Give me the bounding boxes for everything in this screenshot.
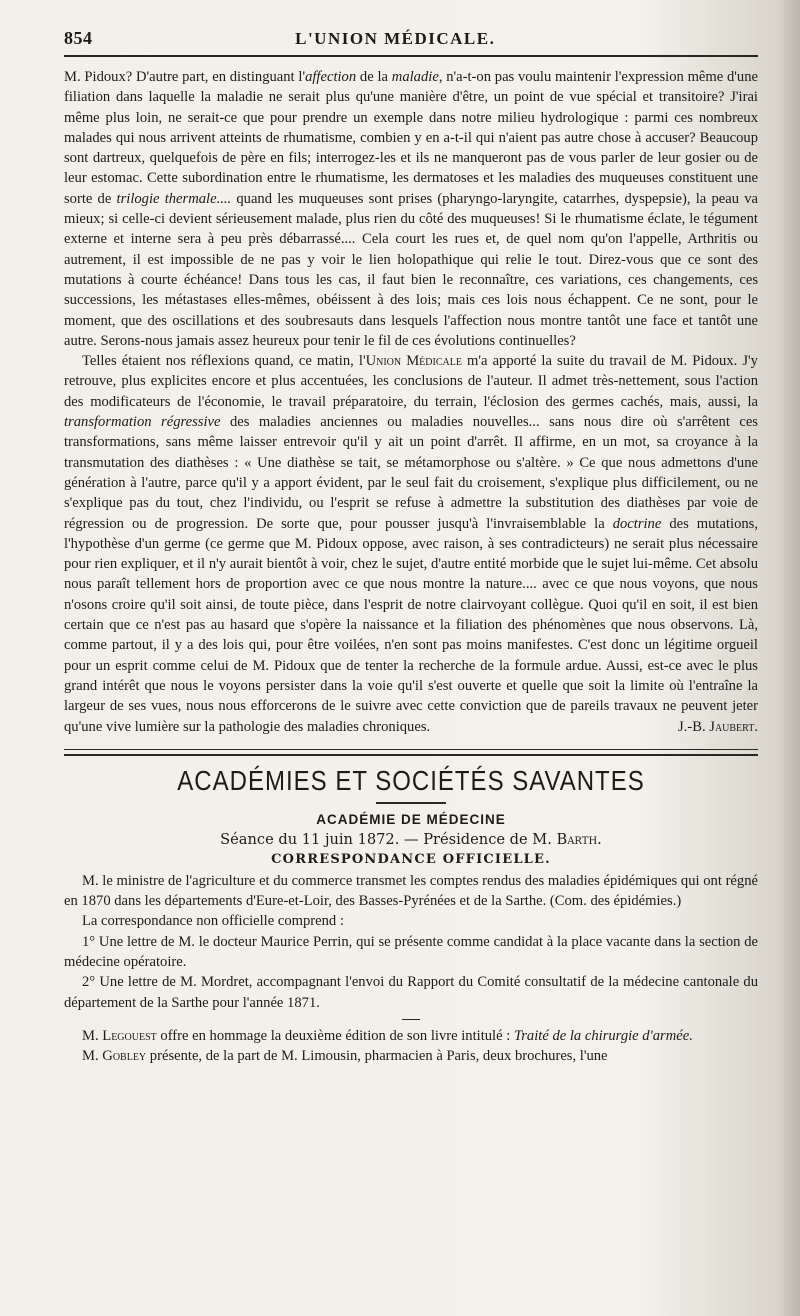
minor-separator bbox=[402, 1019, 420, 1020]
person-name: Legouest bbox=[102, 1027, 157, 1044]
journal-title: L'UNION MÉDICALE. bbox=[295, 29, 496, 48]
text-run: offre en hommage la deuxième édition de son livre intitulé : bbox=[156, 1027, 514, 1044]
section-paragraph: 1° Une lettre de M. le docteur Maurice Perrin, qui se présente comme candidat à la place vacante dans la section de médecine opératoire. bbox=[64, 933, 758, 970]
text-run: m'a apporté la suite du travail de M. Pidoux. J'y retrouve, plus explicites encore et plus accentuées, les conclusions de l'auteur. Il admet très-nettement, sous l'action des modificateurs de l'économie, le travail préparatoire, du terrain, l'éclosion des germes cachés, mais, aussi, la bbox=[64, 353, 758, 410]
text-run: des maladies anciennes ou maladies nouvelles... sans nous dire où s'arrêtent ces transformations, sans même laisser entrevoir qu'il y ait un point d'arrêt. Il affirme, en un mot, sa croyance à la transmutation des diathèses : « Une diathèse se tait, se métamorphose ou s'altère. » Ce que nous admettons d'une génération à l'autre, parce qu'il y a apport évident, par le seul fait du croisement, s'explique plus difficilement, ou ne s'explique pas du tout, chez l'individu, ou l'esprit se refuse à admettre la substitution des diathèses par voie de régression ou de progression. De sorte que, pour pousser jusqu'à l'invraisemblable la bbox=[64, 414, 758, 532]
person-name: Gobley bbox=[102, 1048, 147, 1065]
section-body bbox=[64, 871, 758, 1067]
italic-term: maladie bbox=[391, 69, 439, 85]
article-paragraph-1 bbox=[64, 67, 758, 351]
author-signature: J.-B. Jaubert. bbox=[678, 718, 758, 735]
text-run: M. bbox=[82, 1027, 103, 1044]
section-paragraph: 2° Une lettre de M. Mordret, accompagnant l'envoi du Rapport du Comité consultatif de la médecine cantonale du département de la Sarthe pour l'année 1871. bbox=[64, 974, 758, 1011]
text-run: Telles étaient nos réflexions quand, ce matin, l' bbox=[82, 353, 366, 370]
running-head bbox=[64, 28, 758, 49]
section-paragraph bbox=[64, 1046, 758, 1066]
text-run: des mutations, l'hypothèse d'un germe (ce germe que M. Pidoux oppose, avec raison, à ses contradicteurs) ne serait plus nécessaire pour rien expliquer, et il n'y aurait bientôt à voir, chez le sujet, d'autre entité morbide que le sujet lui-même. Cet absolu nous paraît tellement hors de proportion avec ce que nous montre la nature.... avec ce que nous voyons, que nous n'osons croire qu'il soit ainsi, de toute pièce, dans l'esprit de notre clairvoyant collègue. Quoi qu'il en soit, il est bien certain que ce n'est pas au hasard que s'opère la naissance et la filiation des phénomènes que nous observons. Là, comme partout, il y a des lois qui, pour être voilées, n'en sont pas moins manifestes. C'est donc un légitime orgueil pour un esprit comme celui de M. Pidoux que de tenter la recherche de la formule ardue. Aussi, est-ce avec le plus grand intérêt que nous le voyons persister dans la voie qu'il s'est ouverte et quelle que soit la limite où l'entraîne la largeur de ses vues, nous nous efforcerons de le suivre avec cette conviction que de pareils travaux ne peuvent jeter qu'une vive lumière sur la pathologie des maladies chroniques. bbox=[64, 515, 758, 735]
italic-term: transformation régressive bbox=[64, 414, 221, 431]
section-title: ACADÉMIES ET SOCIÉTÉS SAVANTES bbox=[177, 765, 645, 797]
correspondance-heading: CORRESPONDANCE OFFICIELLE. bbox=[271, 851, 551, 867]
seance-text: Séance du 11 juin 1872. — Présidence de M. bbox=[220, 830, 557, 848]
section-paragraph bbox=[64, 1026, 758, 1046]
article-paragraph-2 bbox=[64, 351, 758, 737]
text-run: présente, de la part de M. Limousin, pharmacien à Paris, deux brochures, l'une bbox=[146, 1048, 608, 1065]
page-number: 854 bbox=[64, 28, 93, 48]
text-run: , n'a-t-on pas voulu maintenir l'expression même d'une filiation dans laquelle la maladie ne serait plus qu'une manière d'être, un point de vue spécial et transitoire? J'irai même plus loin, ne serait-ce que pour prendre un exemple dans notre milieu hydrologique : parmi ces nombreux malades qui nous arrivent atteints de rhumatisme, combien y en a-t-il qui n'aient pas autre chose à accuser? Beaucoup sont dartreux, quelquefois de père en fils; interrogez-les et ils ne manqueront pas de vous parler de leur gosier ou de leur estomac. Cette subordination entre le rhumatisme, les dermatoses et les maladies des muqueuses constituent une sorte de bbox=[64, 69, 758, 207]
journal-name-smallcaps: Union Médicale bbox=[365, 353, 462, 370]
italic-term: doctrine bbox=[612, 515, 662, 532]
section-paragraph: M. le ministre de l'agriculture et du commerce transmet les comptes rendus des maladies épidémiques qui ont régné en 1870 dans les départements d'Eure-et-Loir, des Basses-Pyrénées et de la Sarthe. (Com. des épidémies.) bbox=[64, 872, 758, 910]
article-body bbox=[64, 67, 758, 737]
italic-term: trilogie thermale.... bbox=[116, 190, 232, 207]
section-separator bbox=[64, 749, 758, 756]
seance-line bbox=[64, 831, 758, 848]
header-rule bbox=[64, 55, 758, 57]
book-title: Traité de la chirurgie d'armée. bbox=[513, 1027, 693, 1044]
text-run: de la bbox=[356, 69, 392, 85]
text-run: M. bbox=[82, 1048, 103, 1065]
text-run: M. Pidoux? D'autre part, en distinguant l' bbox=[64, 69, 306, 85]
academie-heading: ACADÉMIE DE MÉDECINE bbox=[316, 811, 506, 827]
italic-term: affection bbox=[305, 69, 357, 85]
section-paragraph: La correspondance non officielle comprend : bbox=[82, 913, 344, 930]
president-name: Barth. bbox=[556, 830, 602, 848]
title-underline bbox=[376, 802, 446, 804]
text-run: quand les muqueuses sont prises (pharyngo-laryngite, catarrhes, dyspepsie), la peau va mieux; si celle-ci devient sérieusement malade, plus rien du côté des muqueuses! Si le rhumatisme éclate, le tégument externe et interne sera à peu près débarrassé.... Cela court les rues et, de quel nom qu'on l'appelle, Arthritis ou autrement, il est impossible de ne pas y voir le lien holopathique qui relie le tout. Direz-vous que ce sont des mutations à courte échéance! Dans tous les cas, il faut bien le reconnaître, ces variations, ces changements, ces successions, les métastases elles-mêmes, obéissent à des lois; mais ces lois nous échappent. Ce ne sont, pour le moment, que des oscillations et des soubresauts dans lesquels l'affection nous montre tantôt une face et tantôt une autre. Serons-nous jamais assez heureux pour tenir le fil de ces évolutions continuelles? bbox=[64, 190, 758, 349]
